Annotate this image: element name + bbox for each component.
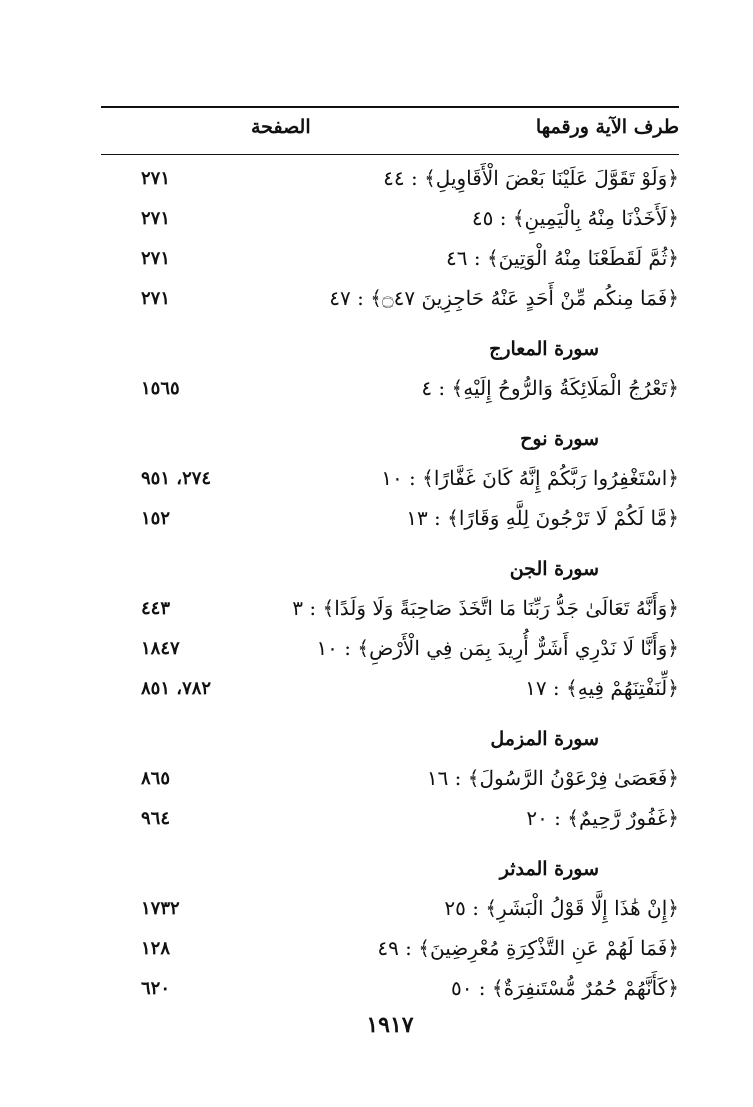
index-page: [101, 0, 679, 1107]
surah-title: سورة المعارج: [489, 338, 599, 360]
verse-reference: ﴿وَأَنَّهُ تَعَالَىٰ جَدُّ رَبِّنَا مَا اتَّخَذَ صَاحِبَةً وَلَا وَلَدًا﴾ : ٣: [292, 596, 679, 620]
page-reference: ١٨٤٧: [141, 638, 180, 659]
verse-reference: ﴿فَمَا مِنكُم مِّنْ أَحَدٍ عَنْهُ حَاجِزِينَ ۝٤٧﴾ : ٤٧: [329, 286, 679, 310]
verse-reference: ﴿وَأَنَّا لَا نَدْرِي أَشَرٌّ أُرِيدَ بِمَن فِي الْأَرْضِ﴾ : ١٠: [316, 636, 679, 660]
page-reference: ١٥٢: [141, 508, 171, 529]
table-row: [101, 242, 679, 282]
verse-reference: ﴿إِنْ هَٰذَا إِلَّا قَوْلُ الْبَشَرِ﴾ : ٢٥: [444, 896, 679, 920]
page-reference: ١٥٦٥: [141, 378, 180, 399]
page-reference: ٢٧٤، ٩٥١: [141, 468, 212, 489]
header-rule: [101, 154, 679, 155]
verse-reference: ﴿مَّا لَكُمْ لَا تَرْجُونَ لِلَّهِ وَقَارًا﴾ : ١٣: [406, 506, 679, 530]
page-reference: ٩٦٤: [141, 808, 171, 829]
page-reference: ٢٧١: [141, 248, 171, 269]
verse-reference: ﴿كَأَنَّهُمْ حُمُرٌ مُّسْتَنفِرَةٌ﴾ : ٥٠: [450, 976, 679, 1000]
page-reference: ١٧٣٢: [141, 898, 180, 919]
table-row: [101, 892, 679, 932]
table-row: [101, 162, 679, 202]
page-reference: ٢٧١: [141, 208, 171, 229]
table-row: [101, 632, 679, 672]
surah-heading: [101, 412, 679, 462]
verse-reference: ﴿فَمَا لَهُمْ عَنِ التَّذْكِرَةِ مُعْرِضِينَ﴾ : ٤٩: [377, 936, 679, 960]
table-row: [101, 202, 679, 242]
surah-heading: [101, 712, 679, 762]
verse-reference: ﴿فَعَصَىٰ فِرْعَوْنُ الرَّسُولَ﴾ : ١٦: [426, 766, 679, 790]
page-reference: ٢٧١: [141, 168, 171, 189]
page-reference: ٢٧١: [141, 288, 171, 309]
page-number: ١٩١٧: [366, 1012, 414, 1038]
surah-title: سورة المزمل: [490, 728, 599, 750]
table-row: [101, 932, 679, 972]
surah-title: سورة نوح: [520, 428, 599, 450]
page-reference: ٨٦٥: [141, 768, 171, 789]
table-row: [101, 462, 679, 502]
verse-reference: ﴿تَعْرُجُ الْمَلَائِكَةُ وَالرُّوحُ إِلَيْهِ﴾ : ٤: [421, 376, 679, 400]
verse-reference: ﴿اسْتَغْفِرُوا رَبَّكُمْ إِنَّهُ كَانَ غَفَّارًا﴾ : ١٠: [381, 466, 679, 490]
verse-column-heading: طرف الآية ورقمها: [535, 116, 679, 138]
surah-title: سورة المدثر: [499, 858, 599, 880]
verse-reference: ﴿وَلَوْ تَقَوَّلَ عَلَيْنَا بَعْضَ الْأَقَاوِيلِ﴾ : ٤٤: [383, 166, 679, 190]
verse-reference: ﴿غَفُورٌ رَّحِيمٌ﴾ : ٢٠: [526, 806, 679, 830]
verse-reference: ﴿لِّنَفْتِنَهُمْ فِيهِ﴾ : ١٧: [525, 676, 679, 700]
surah-heading: [101, 542, 679, 592]
table-row: [101, 592, 679, 632]
surah-title: سورة الجن: [509, 558, 599, 580]
table-row: [101, 372, 679, 412]
table-row: [101, 972, 679, 1012]
verse-reference: ﴿ثُمَّ لَقَطَعْنَا مِنْهُ الْوَتِينَ﴾ : ٤٦: [446, 246, 679, 270]
top-rule: [101, 106, 679, 108]
page-reference: ٦٢٠: [141, 978, 171, 999]
table-row: [101, 502, 679, 542]
verse-reference: ﴿لَأَخَذْنَا مِنْهُ بِالْيَمِينِ﴾ : ٤٥: [471, 206, 679, 230]
table-header: [101, 112, 679, 148]
page-reference: ٧٨٢، ٨٥١: [141, 678, 212, 699]
table-row: [101, 762, 679, 802]
table-row: [101, 802, 679, 842]
table-row: [101, 672, 679, 712]
table-row: [101, 282, 679, 322]
surah-heading: [101, 322, 679, 372]
page-column-heading: الصفحة: [251, 116, 311, 138]
surah-heading: [101, 842, 679, 892]
page-reference: ٤٤٣: [141, 598, 171, 619]
index-rows: [101, 162, 679, 1012]
page-reference: ١٢٨: [141, 938, 171, 959]
